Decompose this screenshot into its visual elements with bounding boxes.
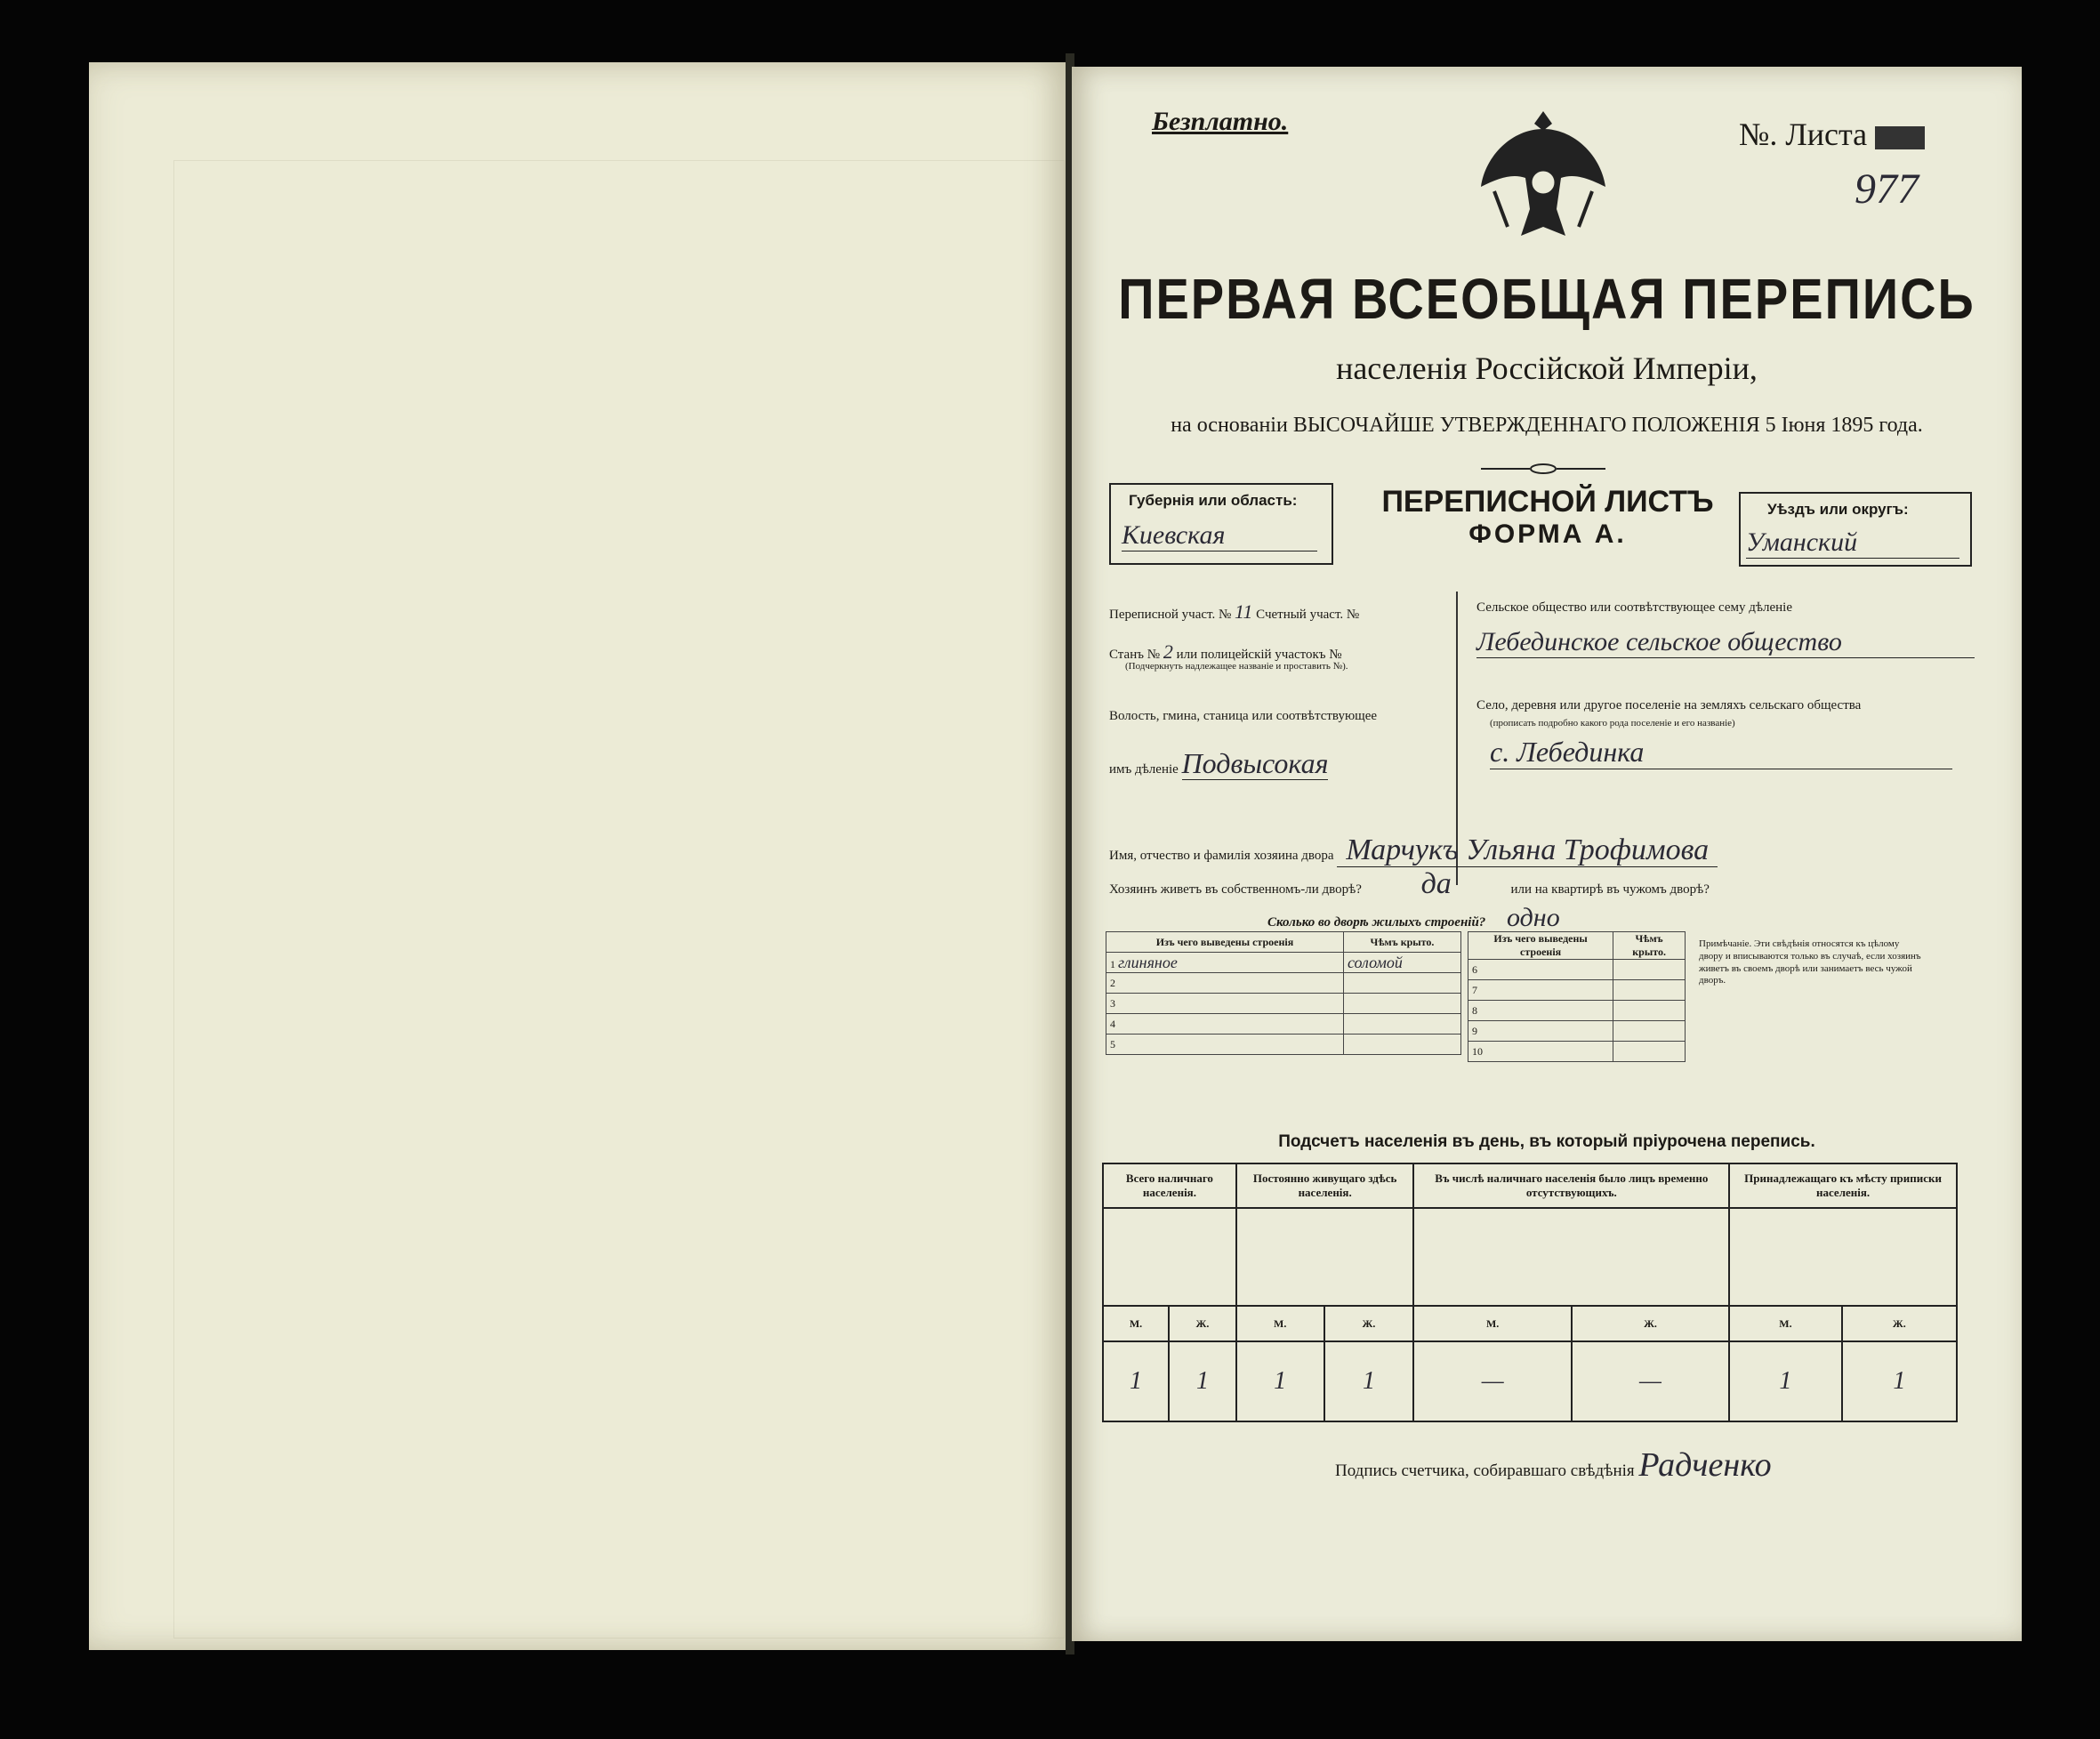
sheet-number-struck bbox=[1875, 126, 1925, 149]
owner-value: Марчукъ Ульяна Трофимова bbox=[1337, 833, 1718, 867]
signature-label: Подпись счетчика, собиравшаго свѣдѣнія bbox=[1335, 1461, 1635, 1480]
gubernia-box bbox=[1109, 483, 1333, 565]
col-zh: Ж. bbox=[1324, 1306, 1414, 1341]
buildings-label: Сколько во дворѣ жилыхъ строеній? bbox=[1267, 915, 1486, 930]
col-zh: Ж. bbox=[1169, 1306, 1236, 1341]
gubernia-value: Киевская bbox=[1122, 520, 1317, 551]
sheet-label-text: №. Листа bbox=[1739, 117, 1868, 152]
table-row: 9 bbox=[1468, 1021, 1613, 1042]
perepis-row bbox=[1109, 600, 1359, 624]
col-zh: Ж. bbox=[1572, 1306, 1729, 1341]
col-m: М. bbox=[1103, 1306, 1169, 1341]
stan-label: Станъ № bbox=[1109, 648, 1161, 662]
ornament-divider bbox=[1481, 463, 1605, 475]
signature-value: Радченко bbox=[1638, 1446, 1772, 1484]
selo-note: (прописать подробно какого рода поселеніе и его названіе) bbox=[1490, 718, 1735, 729]
stan-value: 2 bbox=[1163, 640, 1173, 663]
uezd-value: Уманский bbox=[1746, 527, 1959, 559]
col-m: М. bbox=[1729, 1306, 1841, 1341]
police-label: или полицейскій участокъ № bbox=[1176, 648, 1342, 662]
table-row: 3 bbox=[1106, 994, 1344, 1014]
lives-row bbox=[1109, 867, 1710, 901]
count-title: Подсчетъ населенія въ день, въ который пріурочена перепись. bbox=[1278, 1132, 1815, 1151]
sheet-number-handwritten: 977 bbox=[1855, 165, 1919, 213]
form-type-header bbox=[1343, 485, 1752, 550]
obshchestvo-label: Сельское общество или соотвѣтствующее сему дѣленіе bbox=[1476, 600, 1792, 615]
col-m: М. bbox=[1413, 1306, 1571, 1341]
table-row: 6 bbox=[1468, 960, 1613, 980]
table-row: 5 bbox=[1106, 1035, 1344, 1055]
count-value: — bbox=[1572, 1341, 1729, 1421]
volost-value: Подвысокая bbox=[1181, 747, 1329, 779]
buildings-row bbox=[1267, 903, 1560, 933]
count-value: 1 bbox=[1236, 1341, 1324, 1421]
buildings-col-roof-2: Чѣмъ крыто. bbox=[1613, 932, 1686, 960]
form-subtitle: населенія Россійской Имперіи, bbox=[1336, 350, 1758, 386]
owner-row bbox=[1109, 833, 1718, 867]
volost-label: Волость, гмина, станица или соотвѣтствующее bbox=[1109, 709, 1378, 723]
count-header-permanent: Постоянно живущаго здѣсь населенія. bbox=[1236, 1163, 1414, 1208]
buildings-note: Примѣчаніе. Эти свѣдѣнія относятся къ цѣлому двору и вписываются только въ случаѣ, если хозяинъ живетъ въ своемъ дворѣ или занимаетъ весь чужой дворъ. bbox=[1699, 938, 1921, 986]
or-label: или на квартирѣ въ чужомъ дворѣ? bbox=[1510, 882, 1710, 897]
count-value: 1 bbox=[1324, 1341, 1414, 1421]
count-value: 1 bbox=[1103, 1341, 1169, 1421]
population-count-table bbox=[1102, 1163, 1958, 1422]
table-row: 1 глиняное bbox=[1106, 953, 1344, 973]
blank-left-page bbox=[89, 62, 1067, 1650]
obshchestvo-value: Лебединское сельское общество bbox=[1476, 627, 1975, 658]
count-value: — bbox=[1413, 1341, 1571, 1421]
schetny-label: Счетный участ. № bbox=[1256, 608, 1360, 622]
left-page-inner-edge bbox=[173, 160, 1065, 1638]
form-line2: ФОРМА А. bbox=[1468, 519, 1627, 549]
buildings-table-left: Изъ чего выведены строенія Чѣмъ крыто. 1 глиняное соломой 2 3 4 5 bbox=[1106, 931, 1461, 1055]
count-value: 1 bbox=[1169, 1341, 1236, 1421]
buildings-value: одно bbox=[1507, 903, 1560, 932]
form-title: ПЕРВАЯ ВСЕОБЩАЯ ПЕРЕПИСЬ bbox=[1118, 266, 1975, 331]
uezd-box bbox=[1739, 492, 1972, 567]
count-header-total: Всего наличнаго населенія. bbox=[1103, 1163, 1236, 1208]
buildings-col-roof: Чѣмъ крыто. bbox=[1343, 932, 1460, 953]
perepis-value: 11 bbox=[1235, 600, 1253, 623]
col-m: М. bbox=[1236, 1306, 1324, 1341]
lives-label: Хозяинъ живетъ въ собственномъ-ли дворѣ? bbox=[1109, 882, 1362, 897]
uezd-label: Уѣздъ или округъ: bbox=[1767, 501, 1909, 518]
buildings-col-material-2: Изъ чего выведены строенія bbox=[1468, 932, 1613, 960]
imperial-eagle-icon bbox=[1476, 102, 1610, 254]
census-form-page bbox=[1072, 67, 2022, 1641]
volost-label2: имъ дѣленіе bbox=[1109, 762, 1179, 777]
buildings-col-material: Изъ чего выведены строенія bbox=[1106, 932, 1344, 953]
sheet-number-label bbox=[1739, 116, 1925, 153]
form-line1: ПЕРЕПИСНОЙ ЛИСТЪ bbox=[1381, 485, 1714, 519]
count-value: 1 bbox=[1729, 1341, 1841, 1421]
table-row: 2 bbox=[1106, 973, 1344, 994]
form-basis: на основаніи ВЫСОЧАЙШЕ УТВЕРЖДЕННАГО ПОЛОЖЕНІЯ 5 Іюня 1895 года. bbox=[1171, 414, 1923, 437]
count-header-registered: Принадлежащаго къ мѣсту приписки населенія. bbox=[1729, 1163, 1957, 1208]
buildings-table-right bbox=[1468, 931, 1686, 1062]
table-row: 8 bbox=[1468, 1001, 1613, 1021]
free-label: Безплатно. bbox=[1152, 107, 1289, 136]
table-row: 7 bbox=[1468, 980, 1613, 1001]
owner-label: Имя, отчество и фамилія хозяина двора bbox=[1109, 849, 1334, 863]
selo-value: с. Лебединка bbox=[1490, 736, 1952, 769]
count-header-absent: Въ числѣ наличнаго населенія было лицъ временно отсутствующихъ. bbox=[1413, 1163, 1729, 1208]
police-note: (Подчеркнуть надлежащее названіе и проставить №). bbox=[1125, 661, 1348, 672]
selo-label: Село, деревня или другое поселеніе на земляхъ сельскаго общества bbox=[1476, 698, 1862, 713]
gubernia-label: Губернія или область: bbox=[1129, 492, 1298, 509]
lives-value: да bbox=[1420, 867, 1452, 900]
perepis-label: Переписной участ. № bbox=[1109, 608, 1232, 622]
table-row: 4 bbox=[1106, 1014, 1344, 1035]
col-zh: Ж. bbox=[1842, 1306, 1957, 1341]
signature-row bbox=[1335, 1445, 1772, 1485]
count-value: 1 bbox=[1842, 1341, 1957, 1421]
table-row: 10 bbox=[1468, 1042, 1613, 1062]
volost-row bbox=[1109, 747, 1328, 780]
